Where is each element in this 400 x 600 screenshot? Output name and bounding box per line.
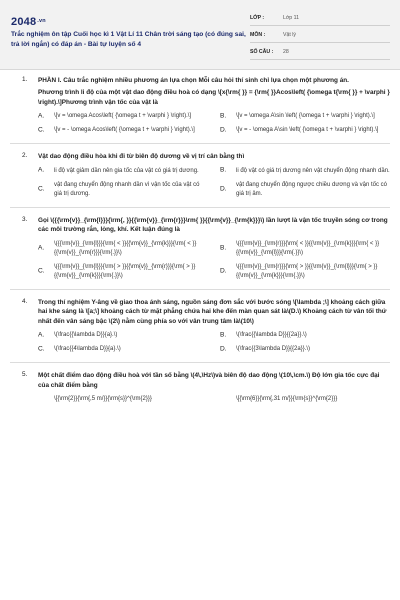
- option-letter: A.: [38, 166, 45, 174]
- option-text: li độ vật giảm dần nên gia tốc của vật có giá trị dương.: [54, 167, 199, 174]
- option-letter: B.: [220, 331, 227, 339]
- option-letter: B.: [220, 166, 227, 174]
- question-text: [38, 152, 390, 161]
- question-number: 5.: [22, 371, 28, 379]
- option-letter: D.: [220, 126, 227, 134]
- option-letter: B.: [220, 244, 227, 252]
- option-text: \[{\rm{6}}{\rm{,31 m/}}{\rm{s}}^{\rm{2}}}: [236, 396, 338, 403]
- answer-options: [38, 395, 390, 404]
- question-paragraph: Vật dao động điều hòa khi đi từ biên độ dương về vị trí cân bằng thì: [38, 153, 245, 161]
- answer-option-a[interactable]: [38, 331, 208, 340]
- answer-option-b[interactable]: [220, 112, 390, 121]
- question-1: [0, 76, 400, 135]
- option-letter: D.: [220, 185, 227, 193]
- question-4: [0, 298, 400, 354]
- question-number: 3.: [22, 215, 28, 223]
- option-text: vật đang chuyển động nhanh dần vì vận tốc của vật có giá trị dương.: [54, 181, 200, 197]
- question-number: 4.: [22, 297, 28, 305]
- option-letter: C.: [38, 345, 45, 353]
- site-logo[interactable]: [11, 15, 46, 30]
- question-text: [38, 298, 390, 326]
- option-text: \[v = - \omega A\sin \left( {\omega t + \varphi } \right).\]: [236, 127, 379, 134]
- option-letter: D.: [220, 345, 227, 353]
- document-meta: [250, 13, 390, 64]
- meta-value: Vật lý: [283, 32, 296, 39]
- answer-option-a[interactable]: [38, 167, 208, 176]
- option-text: \(\frac{{\lambda D}}{{2a}}.\): [236, 332, 307, 339]
- option-letter: A.: [38, 112, 45, 120]
- logo-suffix: .vn: [37, 18, 46, 25]
- meta-row-subject: [250, 30, 390, 43]
- option-text: \({{\rm{v}}_{\rm{l}}}{\rm{ < }}{{\rm{v}}_{\rm{k}}}{\rm{ < }}{{\rm{v}}_{\rm{r}}}{\rm{.}}\): [54, 240, 197, 256]
- question-2: [0, 152, 400, 198]
- answer-option-a[interactable]: [38, 395, 208, 404]
- answer-option-d[interactable]: [220, 345, 390, 354]
- option-text: \({{\rm{v}}_{\rm{r}}}{\rm{ > }}{{\rm{v}}_{\rm{l}}}{\rm{ > }}{{\rm{v}}_{\rm{k}}}{\rm{.}}\): [236, 263, 378, 279]
- option-text: vật đang chuyển động ngược chiều dương và vận tốc có giá trị âm.: [236, 181, 387, 197]
- option-letter: C.: [38, 267, 45, 275]
- divider: [10, 289, 390, 290]
- option-text: \(\frac{{4\lambda D}}{a}.\): [54, 346, 121, 353]
- answer-option-b[interactable]: [220, 331, 390, 340]
- option-text: \[v = - \omega Acos\left( {\omega t + \varphi } \right).\]: [54, 127, 195, 134]
- answer-option-d[interactable]: [220, 263, 390, 281]
- answer-options: [38, 112, 390, 135]
- answer-option-c[interactable]: [38, 345, 208, 354]
- meta-label: MÔN :: [250, 32, 266, 39]
- question-text: [38, 371, 390, 390]
- option-letter: C.: [38, 185, 45, 193]
- option-text: \({{\rm{v}}_{\rm{l}}}{\rm{ > }}{{\rm{v}}_{\rm{r}}}{\rm{ > }}{{\rm{v}}_{\rm{k}}}{\rm{.}}\): [54, 263, 196, 279]
- meta-label: LỚP :: [250, 15, 265, 22]
- answer-options: [38, 240, 390, 281]
- question-text: [38, 76, 390, 107]
- meta-label: SỐ CÂU :: [250, 49, 274, 56]
- document-title: Trắc nghiệm ôn tập Cuối học kì 1 Vật Lí 11 Chân trời sáng tạo (có đúng sai, trả lời ngắn) có đáp án - Bài tự luyện số 4: [11, 31, 246, 48]
- answer-option-c[interactable]: [38, 126, 208, 135]
- page-header: [0, 0, 400, 70]
- answer-option-b[interactable]: [220, 395, 390, 404]
- answer-option-c[interactable]: [38, 181, 208, 199]
- answer-option-b[interactable]: [220, 167, 390, 176]
- logo-text: 2048: [11, 16, 37, 28]
- question-number: 2.: [22, 152, 28, 160]
- divider: [10, 207, 390, 208]
- answer-option-d[interactable]: [220, 181, 390, 199]
- answer-option-a[interactable]: [38, 112, 208, 121]
- question-paragraph: Gọi \({{\rm{v}}_{\rm{l}}}{\rm{, }}{{\rm{v}}_{\rm{r}}}\rm{ }}{{\rm{v}}_{\rm{k}}}\) lần lượt là vận tốc truyền sóng cơ trong các môi trường rắn, lỏng, khí. Kết luận đúng là: [38, 216, 388, 234]
- question-text: [38, 216, 390, 235]
- option-letter: A.: [38, 244, 45, 252]
- option-letter: D.: [220, 267, 227, 275]
- option-text: \({{\rm{v}}_{\rm{r}}}{\rm{ < }}{{\rm{v}}_{\rm{k}}}{\rm{ < }}{{\rm{v}}_{\rm{l}}}{\rm{.}}\): [236, 240, 380, 256]
- question-5: [0, 371, 400, 404]
- meta-row-class: [250, 13, 390, 26]
- option-text: \[v = \omega Acos\left( {\omega t + \varphi } \right).\]: [54, 113, 192, 120]
- question-paragraph: Phương trình li độ của một vật dao động điều hoà có dạng \[x{\rm{ }} = {\rm{ }}Acos\left( {\omega t{\rm{ }} + \varphi } \right).\]Phương trình vận tốc của vật là: [38, 89, 390, 106]
- option-text: \(\frac{{3\lambda D}}{{2a}}.\): [236, 346, 311, 353]
- question-3: [0, 216, 400, 281]
- answer-options: [38, 331, 390, 354]
- question-number: 1.: [22, 76, 28, 83]
- question-list: [0, 76, 400, 404]
- option-text: \[{\rm{2}}{\rm{,5 m/}}{\rm{s}}^{\rm{2}}}: [54, 396, 152, 403]
- answer-options: [38, 167, 390, 199]
- meta-value: 28: [283, 49, 289, 56]
- option-text: \(\frac{{\lambda D}}{a}.\): [54, 332, 118, 339]
- divider: [10, 362, 390, 363]
- meta-row-count: [250, 47, 390, 60]
- question-paragraph: PHẦN I. Câu trắc nghiệm nhiều phương án lựa chọn Mỗi câu hỏi thí sinh chỉ lựa chọn một phương án.: [38, 77, 349, 84]
- answer-option-b[interactable]: [220, 240, 390, 258]
- option-text: li độ vật có giá trị dương nên vật chuyển động nhanh dần.: [236, 167, 390, 174]
- answer-option-c[interactable]: [38, 263, 208, 281]
- option-letter: C.: [38, 126, 45, 134]
- answer-option-a[interactable]: [38, 240, 208, 258]
- option-letter: A.: [38, 331, 45, 339]
- question-paragraph: Trong thí nghiệm Y-âng về giao thoa ánh sáng, nguồn sáng đơn sắc với bước sóng \[\lambda ;\] khoảng cách giữa hai khe sáng là \[a;\] khoảng cách từ mặt phẳng chứa hai khe đến màn quan sát là\(D.\) Khoảng cách từ vân tối thứ nhất đến vân sáng bậc \(2\) nằm cùng phía so với vân trung tâm là\(10\): [38, 298, 387, 325]
- divider: [10, 143, 390, 144]
- meta-value: Lớp 11: [283, 15, 299, 22]
- option-letter: B.: [220, 112, 227, 120]
- question-paragraph: Một chất điểm dao động điều hoà với tần số bằng \(4\,\Hz\)và biên độ dao động \(10\,\cm.\) Độ lớn gia tốc cực đại của chất điểm bằng: [38, 372, 380, 389]
- option-text: \[v = \omega A\sin \left( {\omega t + \varphi } \right).\]: [236, 113, 375, 120]
- answer-option-d[interactable]: [220, 126, 390, 135]
